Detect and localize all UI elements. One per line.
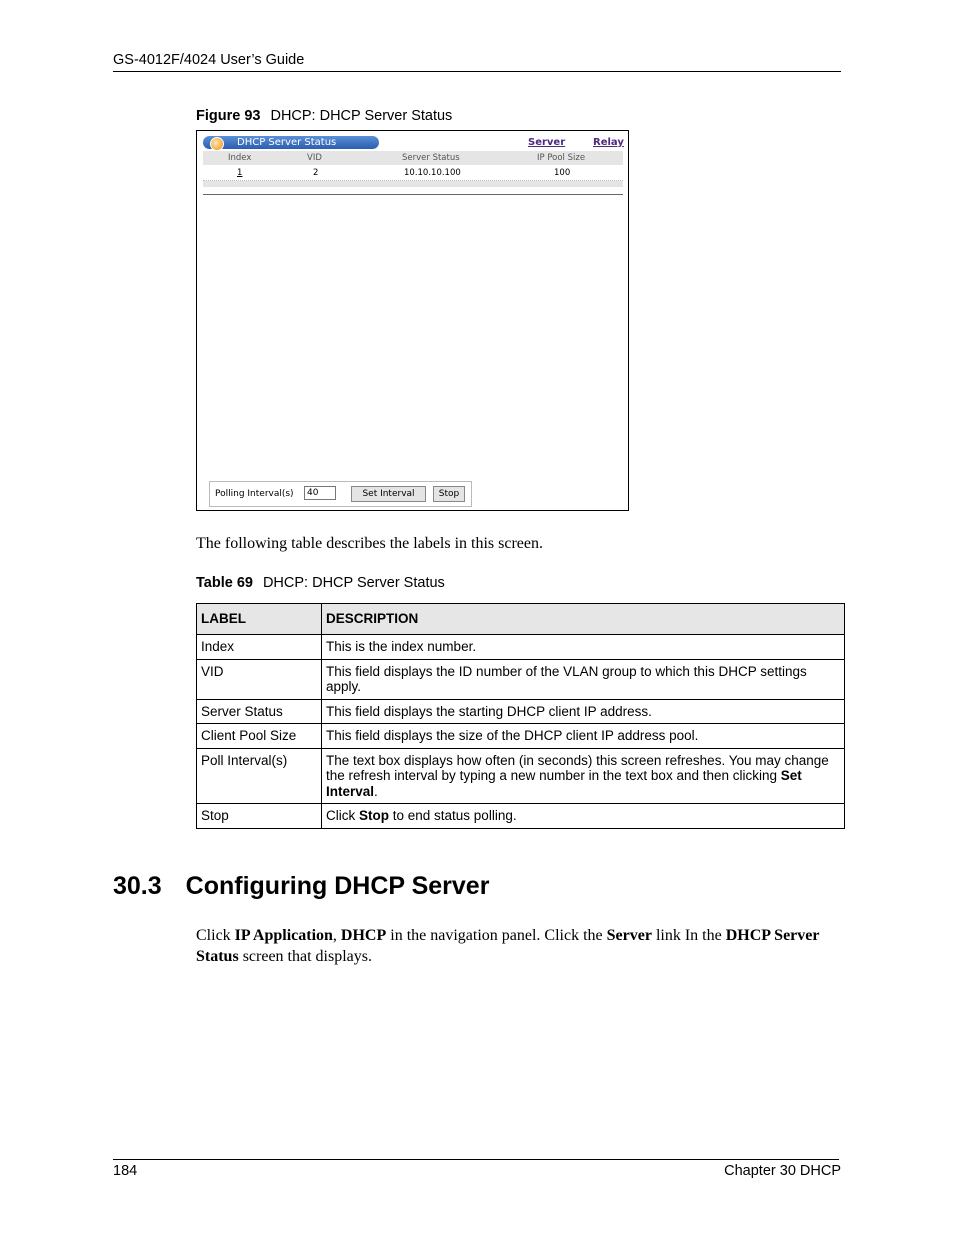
- header-rule: [113, 71, 841, 72]
- col-server-status: Server Status: [402, 153, 460, 163]
- row-description: This field displays the size of the DHCP client IP address pool.: [322, 724, 845, 749]
- row-description: This field displays the ID number of the VLAN group to which this DHCP settings apply.: [322, 659, 845, 699]
- section-heading: [113, 872, 489, 901]
- table-number: Table 69: [196, 575, 253, 591]
- figure-caption: [196, 108, 452, 124]
- row-description: [322, 804, 845, 829]
- header-description: DESCRIPTION: [322, 604, 845, 635]
- status-orb-icon: [210, 137, 224, 151]
- header-label: LABEL: [197, 604, 322, 635]
- para-bold: DHCP Server Status: [196, 927, 820, 965]
- col-ip-pool-size: IP Pool Size: [537, 153, 586, 163]
- desc-text: Click: [326, 808, 359, 823]
- row-description: [322, 748, 845, 804]
- server-link[interactable]: Server: [528, 137, 566, 148]
- para-text: screen that displays.: [238, 948, 372, 965]
- desc-text: .: [374, 783, 378, 799]
- row-server-status: 10.10.10.100: [404, 168, 461, 178]
- table-row: [197, 635, 845, 660]
- screen-figure: [196, 130, 629, 511]
- footer-rule: [113, 1159, 839, 1160]
- para-text: ,: [332, 927, 341, 944]
- table-caption: [196, 575, 445, 591]
- row-pool-size: 100: [554, 168, 571, 178]
- row-description: This is the index number.: [322, 635, 845, 660]
- row-description: This field displays the starting DHCP client IP address.: [322, 699, 845, 724]
- row-label: VID: [197, 659, 322, 699]
- table-row: [197, 659, 845, 699]
- screen-title: DHCP Server Status: [237, 137, 337, 148]
- polling-interval-input[interactable]: 40: [304, 486, 336, 500]
- polling-interval-label: Polling Interval(s): [215, 489, 294, 499]
- row-label: Client Pool Size: [197, 724, 322, 749]
- row-label: Poll Interval(s): [197, 748, 322, 804]
- table-footer-band: [203, 181, 623, 187]
- stop-button[interactable]: Stop: [433, 486, 465, 502]
- label-description-table: [196, 603, 845, 829]
- intro-paragraph: The following table describes the labels in this screen.: [196, 535, 544, 552]
- table-row: [197, 699, 845, 724]
- para-bold: IP Application: [234, 927, 333, 944]
- desc-bold: Stop: [359, 808, 389, 823]
- running-header: GS-4012F/4024 User’s Guide: [113, 52, 305, 68]
- figure-number: Figure 93: [196, 108, 261, 124]
- para-text: Click: [196, 927, 235, 944]
- desc-text: The text box displays how often (in seconds) this screen refreshes. You may change the refresh interval by typing a new number in the text box and then clicking: [326, 752, 829, 783]
- para-text: in the navigation panel. Click the: [386, 927, 607, 944]
- col-vid: VID: [307, 153, 322, 163]
- section-paragraph: [196, 925, 836, 967]
- table-row: [197, 724, 845, 749]
- para-bold: DHCP: [340, 927, 387, 944]
- para-bold: Server: [606, 927, 652, 944]
- table-title: DHCP: DHCP Server Status: [262, 575, 445, 591]
- row-vid: 2: [313, 168, 319, 178]
- row-label: Index: [197, 635, 322, 660]
- table-row: [197, 804, 845, 829]
- table-header-row: [197, 604, 845, 635]
- col-index: Index: [228, 153, 252, 163]
- row-label: Server Status: [197, 699, 322, 724]
- section-number: 30.3: [113, 872, 162, 900]
- page-number: 184: [113, 1163, 138, 1179]
- section-title: Configuring DHCP Server: [185, 872, 490, 900]
- table-row: [197, 748, 845, 804]
- figure-title: DHCP: DHCP Server Status: [270, 108, 453, 124]
- row-label: Stop: [197, 804, 322, 829]
- row-index-link[interactable]: 1: [237, 168, 243, 178]
- set-interval-button[interactable]: Set Interval: [351, 486, 426, 502]
- chapter-footer: Chapter 30 DHCP: [724, 1163, 841, 1179]
- desc-bold: Set Interval: [326, 768, 802, 799]
- table-separator: [203, 194, 623, 195]
- relay-link[interactable]: Relay: [593, 137, 624, 148]
- para-text: link In the: [651, 927, 726, 944]
- desc-text: to end status polling.: [389, 808, 517, 823]
